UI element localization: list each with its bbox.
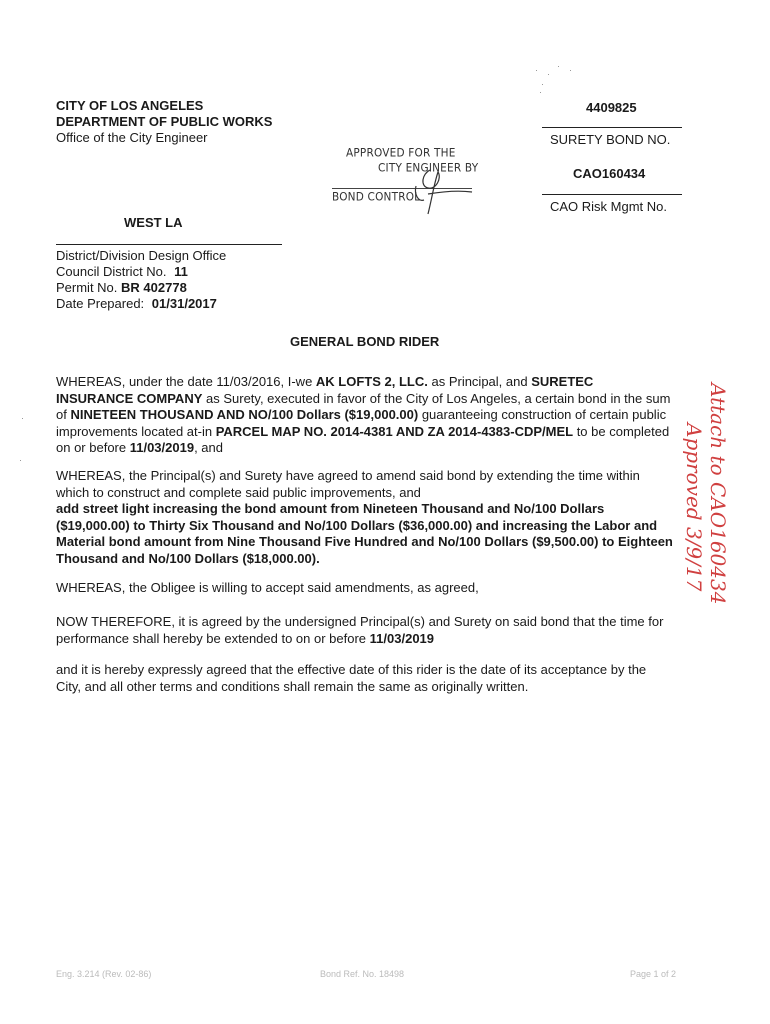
date-prepared-label: Date Prepared: [56, 296, 145, 311]
bond-number-rule [542, 127, 682, 128]
permit-number-label: Permit No. [56, 280, 118, 295]
now-therefore-paragraph [56, 614, 674, 647]
document-title: GENERAL BOND RIDER [290, 334, 440, 349]
district-rule [56, 244, 282, 245]
p1-text-5: to be completed on or before [56, 423, 670, 455]
approval-stamp-line2: CITY ENGINEER BY [378, 161, 479, 175]
date-prepared [56, 296, 217, 312]
completion-date: 11/03/2019 [129, 440, 195, 455]
council-district-label: Council District No. [56, 264, 167, 279]
bond-amount: NINETEEN THOUSAND AND NO/100 Dollars ($19,000.00) [70, 407, 419, 422]
surety-bond-number: 4409825 [586, 100, 637, 115]
effective-date-paragraph: and it is hereby expressly agreed that the effective date of this rider is the date of its acceptance by the City, and all other terms and conditions shall remain the same as originally written. [56, 662, 647, 694]
whereas-paragraph-3: WHEREAS, the Obligee is willing to accept said amendments, as agreed, [56, 580, 479, 595]
p1-text-6: , and [194, 440, 223, 455]
permit-number [56, 280, 187, 296]
department-name: DEPARTMENT OF PUBLIC WORKS [56, 114, 273, 129]
surety-name: SURETEC INSURANCE COMPANY [56, 374, 594, 406]
handwritten-note [682, 383, 730, 703]
approval-stamp-line1: APPROVED FOR THE [346, 146, 456, 160]
extended-date: 11/03/2019 [369, 630, 435, 646]
amendment-details: add street light increasing the bond amount from Nineteen Thousand and No/100 Dollars ($19,000.00) to Thirty Six Thousand and No/100 Dollars ($36,000.00) and increasing the Labor and Material bond amount from Nine Thousand Five Hundred and No/100 Dollars ($9,500.00) to Eighteen Thousand and No/100 Dollars ($18,000.00). [56, 501, 673, 566]
district-office-label: District/Division Design Office [56, 248, 227, 263]
form-number: Eng. 3.214 (Rev. 02-86) [56, 969, 152, 979]
p2-text: WHEREAS, the Principal(s) and Surety have agreed to amend said bond by extending the time within which to construct and complete said public improvements, and [56, 468, 640, 500]
principal-name: AK LOFTS 2, LLC. [315, 374, 428, 389]
whereas-paragraph-1 [56, 374, 674, 457]
cao-label: CAO Risk Mgmt No. [550, 199, 668, 214]
council-district [56, 264, 188, 280]
office-name: Office of the City Engineer [56, 130, 208, 145]
approval-signature [386, 164, 476, 220]
cao-number-rule [542, 194, 682, 195]
date-prepared-value: 01/31/2017 [151, 296, 217, 311]
p1-text-1: WHEREAS, under the date 11/03/2016, I-we [56, 374, 316, 389]
district-name: WEST LA [124, 215, 183, 230]
approval-stamp-line3: BOND CONTROL [332, 190, 421, 204]
page-number: Page 1 of 2 [630, 969, 677, 979]
handwritten-note-line1: Attach to CAO160434 [706, 383, 730, 605]
improvement-location: PARCEL MAP NO. 2014-4381 AND ZA 2014-4383-CDP/MEL [215, 423, 574, 439]
permit-number-value: BR 402778 [121, 280, 187, 295]
city-name: CITY OF LOS ANGELES [56, 98, 204, 113]
surety-bond-label: SURETY BOND NO. [550, 132, 671, 147]
whereas-paragraph-2 [56, 468, 674, 567]
council-district-value: 11 [174, 264, 188, 279]
p1-text-2: as Principal, and [427, 374, 532, 389]
p4-text: NOW THEREFORE, it is agreed by the undersigned Principal(s) and Surety on said bond that the time for performance shall hereby be extended to on or before [56, 614, 664, 646]
cao-number: CAO160434 [573, 166, 646, 181]
handwritten-note-line2: Approved 3/9/17 [682, 423, 706, 592]
p1-text-3: as Surety, executed in favor of the City of Los Angeles, a certain bond in the sum of [56, 390, 671, 422]
bond-ref-number: Bond Ref. No. 18498 [320, 969, 405, 979]
p1-text-4: guaranteeing construction of certain public improvements located at-in [56, 407, 667, 439]
